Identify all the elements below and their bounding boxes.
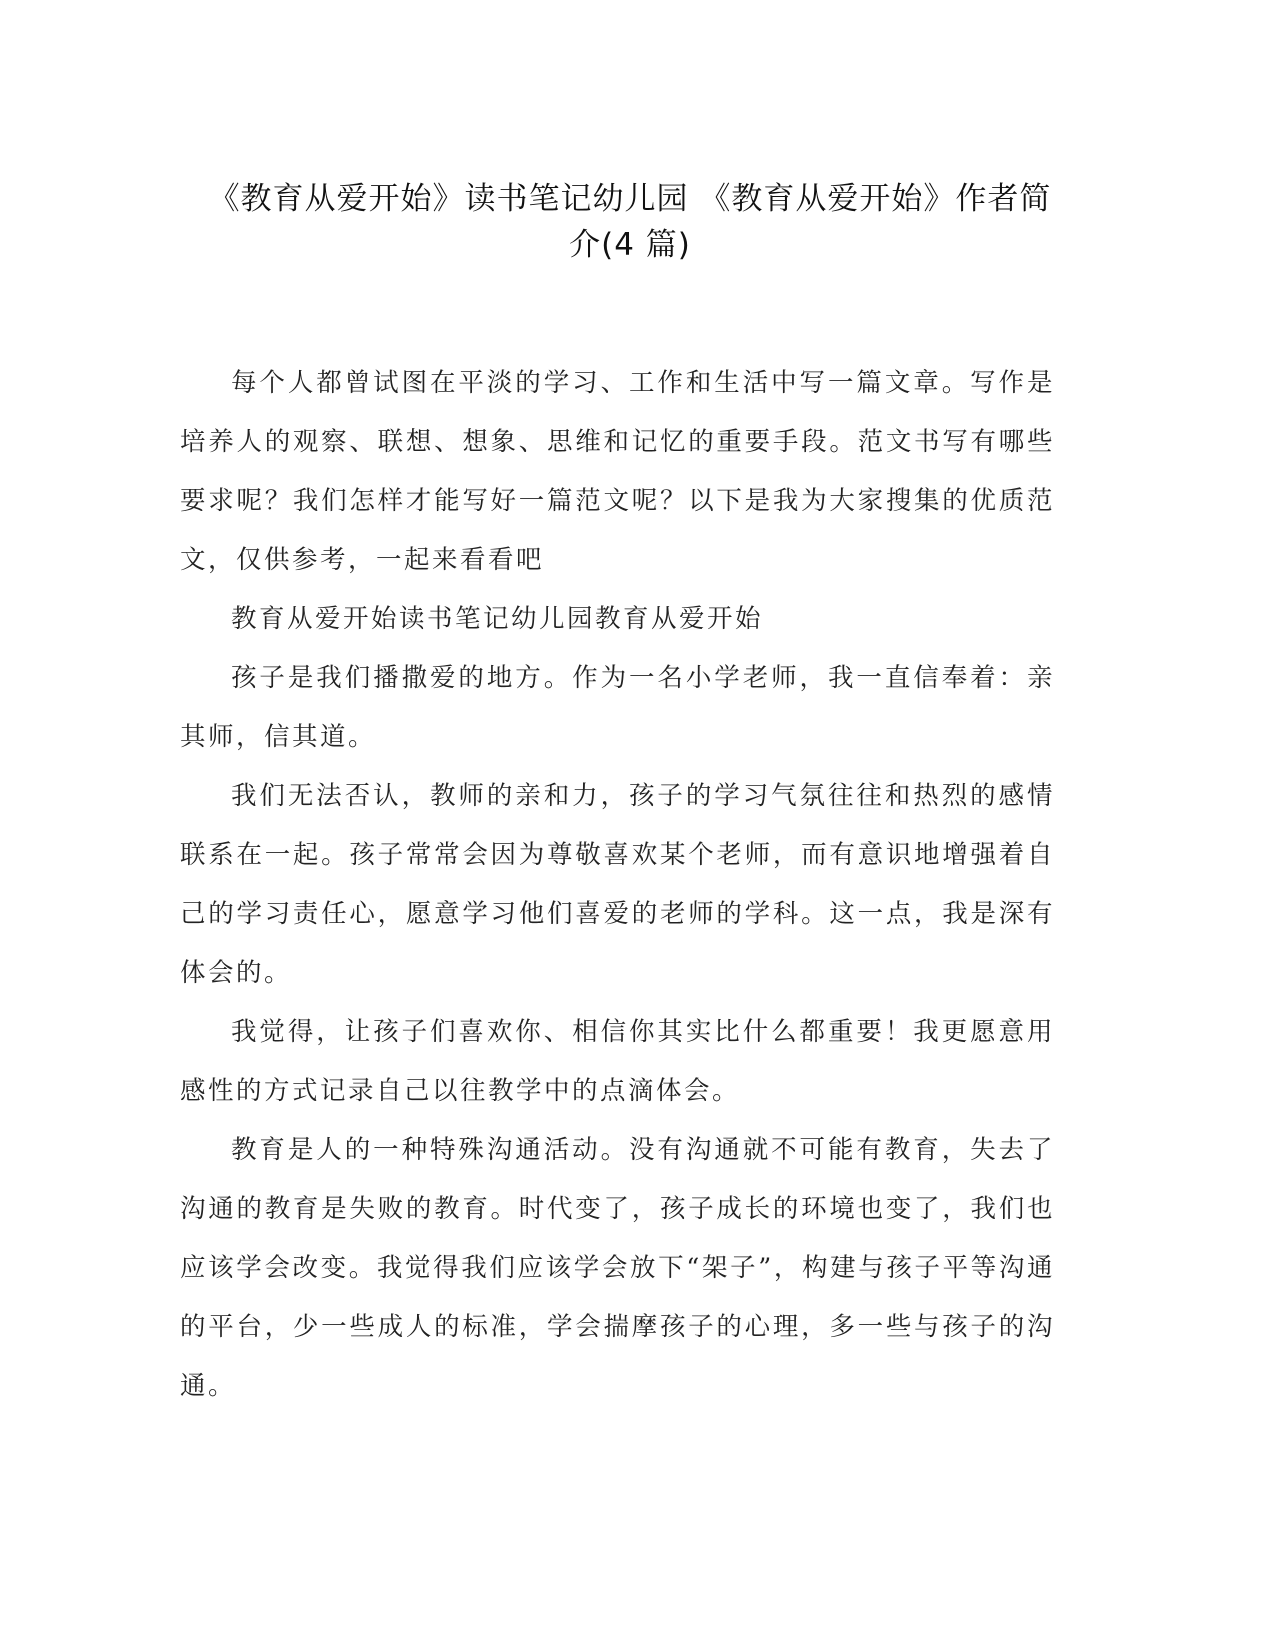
document-body bbox=[180, 354, 1055, 1416]
document-title bbox=[180, 176, 1080, 268]
paragraph-intro: 每个人都曾试图在平淡的学习、工作和生活中写一篇文章。写作是培养人的观察、联想、想象、思维和记忆的重要手段。范文书写有哪些要求呢？我们怎样才能写好一篇范文呢？以下是我为大家搜集的优质范文，仅供参考，一起来看看吧 bbox=[180, 368, 1055, 575]
title-line-2: 介(4 篇) bbox=[569, 227, 691, 263]
paragraph-5: 教育是人的一种特殊沟通活动。没有沟通就不可能有教育，失去了沟通的教育是失败的教育。时代变了，孩子成长的环境也变了，我们也应该学会改变。我觉得我们应该学会放下“架子”，构建与孩子平等沟通的平台，少一些成人的标准，学会揣摩孩子的心理，多一些与孩子的沟通。 bbox=[180, 1135, 1055, 1401]
title-line-1: 《教育从爱开始》读书笔记幼儿园 《教育从爱开始》作者简 bbox=[208, 181, 1052, 217]
paragraph-4: 我觉得，让孩子们喜欢你、相信你其实比什么都重要！我更愿意用感性的方式记录自己以往教学中的点滴体会。 bbox=[180, 1017, 1055, 1106]
paragraph-3: 我们无法否认，教师的亲和力，孩子的学习气氛往往和热烈的感情联系在一起。孩子常常会因为尊敬喜欢某个老师，而有意识地增强着自己的学习责任心，愿意学习他们喜爱的老师的学科。这一点，我是深有体会的。 bbox=[180, 781, 1055, 988]
paragraph-subtitle: 教育从爱开始读书笔记幼儿园教育从爱开始 bbox=[231, 604, 764, 634]
paragraph-2: 孩子是我们播撒爱的地方。作为一名小学老师，我一直信奉着：亲其师，信其道。 bbox=[180, 663, 1055, 752]
